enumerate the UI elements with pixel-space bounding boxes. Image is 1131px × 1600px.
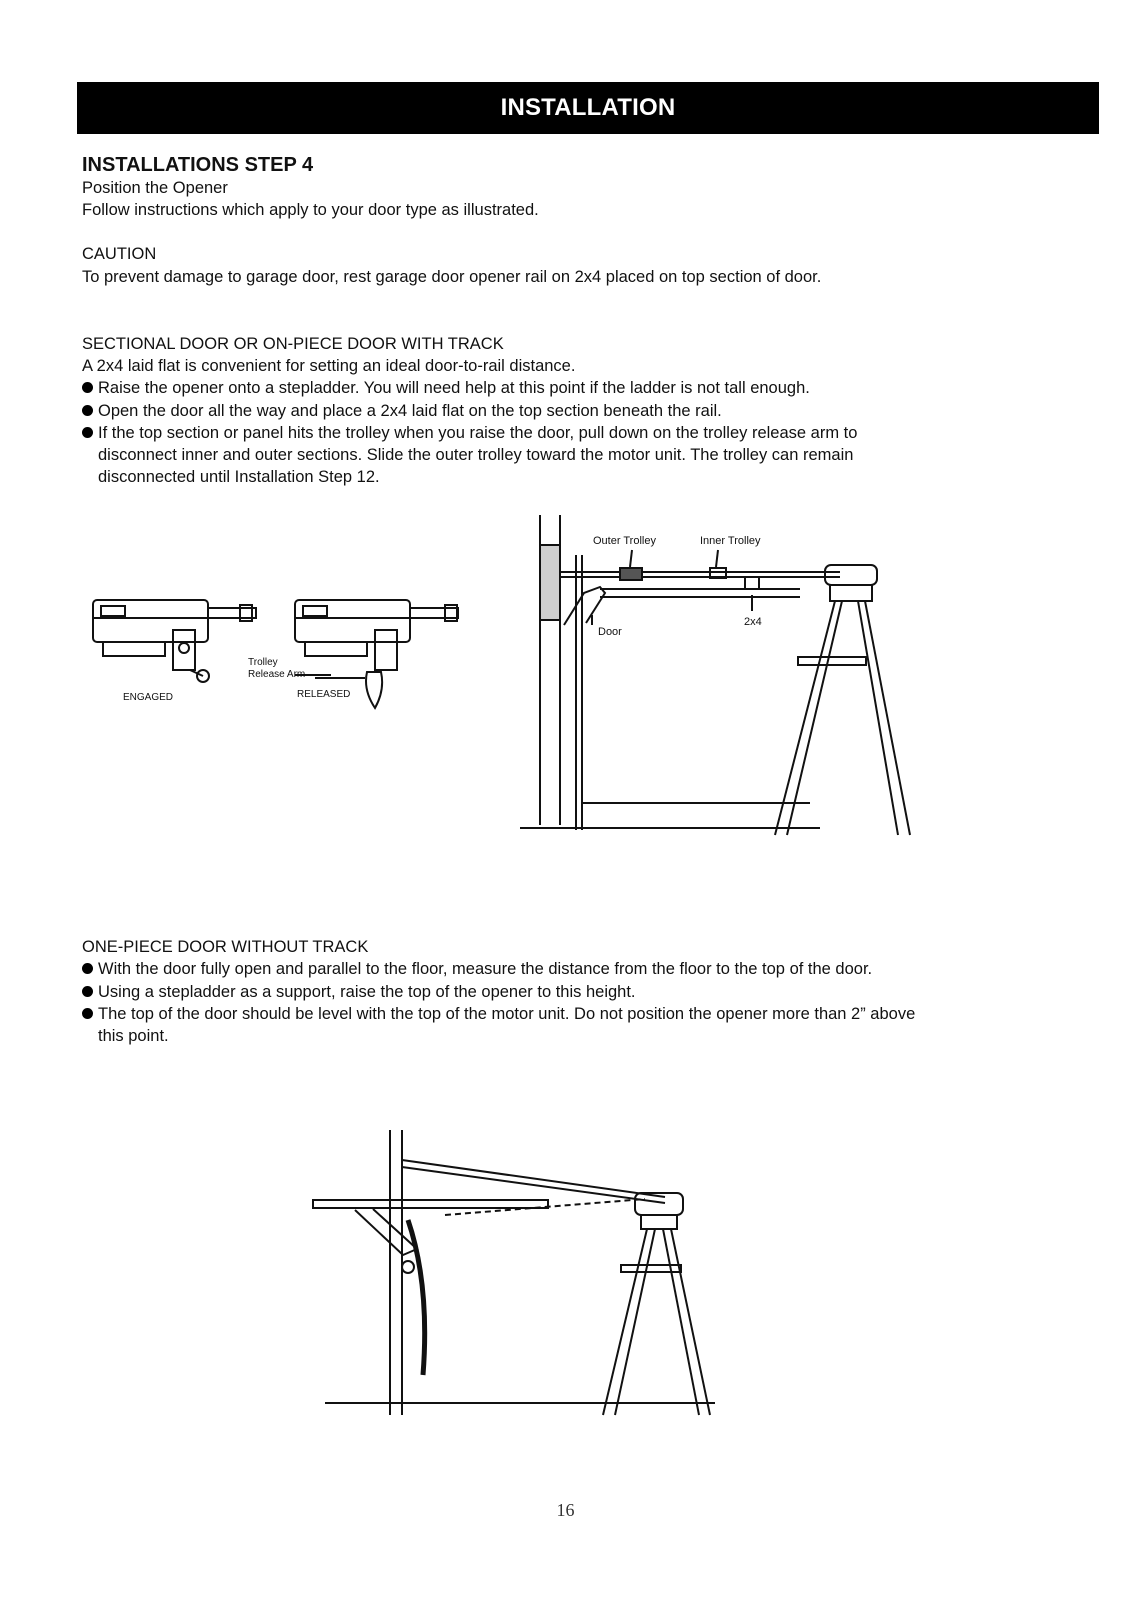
step-subtitle: Position the Opener <box>82 179 228 197</box>
caution-text: To prevent damage to garage door, rest garage door opener rail on 2x4 placed on top section of door. <box>82 268 822 286</box>
trolley-release-illustration <box>85 590 485 730</box>
one-piece-door-illustration <box>305 1125 725 1420</box>
bullet-icon <box>82 1008 93 1019</box>
bullet-icon <box>82 405 93 416</box>
list-item: Open the door all the way and place a 2x4 laid flat on the top section beneath the rail. <box>82 400 1092 422</box>
bullet-icon <box>82 382 93 393</box>
list-item-continuation: disconnected until Installation Step 12. <box>98 468 380 486</box>
section-header-bar <box>77 82 1099 134</box>
step-title: INSTALLATIONS STEP 4 <box>82 154 314 176</box>
board-label: 2x4 <box>744 616 762 628</box>
step-intro: Follow instructions which apply to your door type as illustrated. <box>82 201 539 219</box>
released-label: RELEASED <box>297 689 351 700</box>
list-item: If the top section or panel hits the trolley when you raise the door, pull down on the trolley release arm to disconnect inner and outer sections. Slide the outer trolley toward the motor unit. The trolley can remain disconnected until Installation Step 12. <box>82 422 1092 488</box>
list-item-continuation: disconnect inner and outer sections. Slide the outer trolley toward the motor unit. The trolley can remain <box>98 446 854 464</box>
bullet-icon <box>82 986 93 997</box>
door-label: Door <box>598 626 622 638</box>
caution-heading: CAUTION <box>82 245 157 263</box>
bullet-icon <box>82 963 93 974</box>
sectional-heading: SECTIONAL DOOR OR ON-PIECE DOOR WITH TRACK <box>82 335 504 353</box>
inner-trolley-label: Inner Trolley <box>700 535 761 547</box>
outer-trolley-label: Outer Trolley <box>593 535 656 547</box>
list-item: The top of the door should be level with the top of the motor unit. Do not position the opener more than 2” above this point. <box>82 1003 1092 1047</box>
sectional-intro: A 2x4 laid flat is convenient for setting an ideal door-to-rail distance. <box>82 357 576 375</box>
list-item-continuation: this point. <box>98 1027 169 1045</box>
onepiece-heading: ONE-PIECE DOOR WITHOUT TRACK <box>82 938 369 956</box>
sectional-door-illustration <box>520 515 920 845</box>
bullet-icon <box>82 427 93 438</box>
release-arm-label: Release Arm <box>248 669 306 680</box>
section-title: INSTALLATION <box>500 94 676 121</box>
page-number: 16 <box>556 1500 575 1520</box>
list-item: With the door fully open and parallel to the floor, measure the distance from the floor to the top of the door. <box>82 958 1092 980</box>
trolley-label: Trolley <box>248 657 278 668</box>
engaged-label: ENGAGED <box>123 692 174 703</box>
list-item: Using a stepladder as a support, raise the top of the opener to this height. <box>82 981 1092 1003</box>
list-item: Raise the opener onto a stepladder. You will need help at this point if the ladder is not tall enough. <box>82 377 1092 399</box>
